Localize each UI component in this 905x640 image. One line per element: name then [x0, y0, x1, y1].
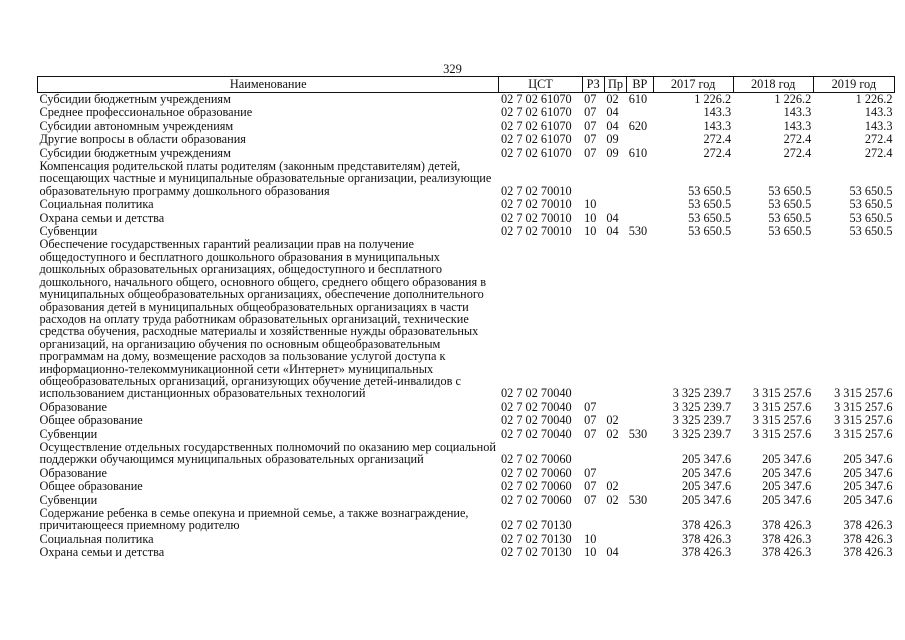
cell-cst: 02 7 02 70130 — [500, 545, 572, 560]
table-row — [38, 533, 895, 546]
cell-vr — [627, 238, 653, 400]
cell-name: Субвенции — [39, 224, 98, 239]
cell-y2019: 3 315 257.6 — [834, 399, 893, 414]
cell-name: Субсидии автономным учреждениям — [39, 118, 234, 133]
cell-pr — [604, 198, 626, 211]
cell-y2019: 53 650.5 — [849, 224, 893, 239]
cell-rz: 07 — [584, 118, 597, 133]
header-vr: ВР — [627, 77, 653, 93]
cell-y2018: 205 347.6 — [762, 479, 812, 494]
cell-name: Социальная политика — [39, 531, 154, 546]
cell-cst: 02 7 02 61070 — [500, 132, 572, 147]
cell-y2017: 53 650.5 — [688, 210, 732, 225]
cell-name: Образование — [39, 465, 107, 480]
cell-y2018: 205 347.6 — [762, 465, 812, 480]
cell-vr — [627, 467, 653, 480]
cell-name: Субвенции — [39, 426, 98, 441]
table-row — [38, 441, 895, 467]
cell-rz: 07 — [584, 413, 597, 428]
table-row — [38, 93, 895, 107]
cell-pr — [604, 467, 626, 480]
cell-cst: 02 7 02 70130 — [500, 518, 572, 533]
table-row — [38, 106, 895, 119]
table-row — [38, 238, 895, 400]
header-name: Наименование — [38, 77, 499, 93]
cell-y2018: 272.4 — [783, 145, 812, 160]
header-cst: ЦСТ — [499, 77, 582, 93]
cell-y2019: 378 426.3 — [843, 518, 893, 533]
cell-y2017: 205 347.6 — [681, 479, 732, 494]
cell-vr — [627, 133, 653, 146]
cell-vr: 530 — [628, 224, 648, 239]
cell-y2019: 3 315 257.6 — [834, 426, 893, 441]
cell-cst: 02 7 02 61070 — [500, 118, 572, 133]
cell-rz: 07 — [584, 132, 597, 147]
cell-pr: 02 — [606, 413, 619, 428]
cell-y2018: 205 347.6 — [762, 452, 812, 467]
cell-cst: 02 7 02 70010 — [500, 183, 572, 198]
cell-cst: 02 7 02 70060 — [500, 452, 572, 467]
cell-y2017: 272.4 — [703, 145, 732, 160]
header-2019: 2019 год — [813, 77, 894, 93]
cell-pr: 02 — [606, 492, 619, 507]
table-body — [38, 93, 895, 560]
cell-name: Субвенции — [39, 492, 98, 507]
cell-rz — [582, 441, 604, 467]
cell-y2018: 272.4 — [783, 132, 812, 147]
table-row — [38, 147, 895, 160]
cell-pr: 04 — [606, 545, 619, 560]
cell-y2019: 143.3 — [864, 105, 893, 120]
cell-y2017: 53 650.5 — [688, 197, 732, 212]
cell-vr: 610 — [628, 145, 648, 160]
cell-vr: 610 — [628, 92, 648, 106]
cell-y2019: 205 347.6 — [843, 479, 893, 494]
cell-vr — [627, 441, 653, 467]
cell-y2017: 272.4 — [703, 132, 732, 147]
header-2018: 2018 год — [733, 77, 813, 93]
cell-name: Субсидии бюджетным учреждениям — [39, 145, 231, 160]
cell-y2019: 378 426.3 — [843, 531, 893, 546]
cell-pr: 02 — [606, 479, 619, 494]
cell-y2017: 143.3 — [703, 105, 732, 120]
cell-y2017: 378 426.3 — [681, 545, 732, 560]
table-row — [38, 414, 895, 427]
cell-y2017: 3 325 239.7 — [672, 386, 732, 401]
cell-rz: 07 — [584, 492, 597, 507]
cell-name: Содержание ребенка в семье опекуна и приемной семье, а также вознаграждение, причитающееся приемному родителю — [39, 506, 469, 533]
cell-rz: 10 — [584, 545, 597, 560]
cell-y2017: 205 347.6 — [681, 452, 732, 467]
cell-y2019: 143.3 — [864, 118, 893, 133]
cell-cst: 02 7 02 70010 — [500, 197, 572, 212]
cell-y2018: 378 426.3 — [762, 518, 812, 533]
table-row — [38, 546, 895, 559]
cell-rz: 07 — [584, 465, 597, 480]
cell-name: Образование — [39, 399, 107, 414]
cell-name: Общее образование — [39, 479, 143, 494]
cell-y2018: 378 426.3 — [762, 531, 812, 546]
cell-y2017: 3 325 239.7 — [672, 426, 732, 441]
table-row — [38, 467, 895, 480]
table-row — [38, 225, 895, 238]
cell-rz — [582, 238, 604, 400]
cell-y2019: 3 315 257.6 — [834, 413, 893, 428]
cell-name: Компенсация родительской платы родителям (законным представителям) детей, посещающих частные и муниципальные образовательные организации, реализующие образовательную программу дошкольного образования — [39, 159, 492, 198]
cell-vr — [627, 198, 653, 211]
cell-y2018: 53 650.5 — [768, 197, 812, 212]
table-header-row — [38, 77, 895, 93]
header-pr: Пр — [604, 77, 626, 93]
cell-rz — [582, 507, 604, 533]
cell-y2019: 272.4 — [864, 145, 893, 160]
cell-name: Охрана семьи и детства — [39, 545, 165, 560]
cell-cst: 02 7 02 70060 — [500, 492, 572, 507]
cell-y2017: 53 650.5 — [688, 183, 732, 198]
cell-vr — [627, 507, 653, 533]
cell-y2018: 143.3 — [783, 118, 812, 133]
cell-pr: 04 — [606, 105, 619, 120]
cell-name: Субсидии бюджетным учреждениям — [39, 92, 231, 106]
cell-name: Общее образование — [39, 413, 143, 428]
cell-y2017: 143.3 — [703, 118, 732, 133]
cell-rz — [582, 160, 604, 198]
cell-y2019: 53 650.5 — [849, 197, 893, 212]
cell-pr: 04 — [606, 118, 619, 133]
cell-vr — [627, 546, 653, 559]
table-row — [38, 480, 895, 493]
cell-y2017: 378 426.3 — [681, 531, 732, 546]
table-row — [38, 401, 895, 414]
cell-name: Обеспечение государственных гарантий реализации прав на получение общедоступного и бесплатного дошкольного образования в муниципальных дошкольных образовательных организациях, общедоступного и бесплатного дошкольного, начального общего, основного общего, среднего общего образования в муниципальных общеобразовательных организациях, обеспечение дополнительного образования детей в муниципальных общеобразовательных организациях в части расходов на оплату труда работникам образовательных организаций, технические средства обучения, расходные материалы и хозяйственные нужды образовательных организаций, на организацию обучения по основным общеобразовательным программам на дому, возмещение расходов за пользование услугой доступа к информационно-телекоммуникационной сети «Интернет» муниципальных общеобразовательных организаций, организующих обучение детей-инвалидов с использованием дистанционных образовательных технологий — [39, 237, 487, 401]
cell-vr: 530 — [628, 492, 648, 507]
cell-y2018: 53 650.5 — [768, 224, 812, 239]
cell-vr — [627, 106, 653, 119]
cell-rz: 10 — [584, 224, 597, 239]
cell-rz: 07 — [584, 426, 597, 441]
cell-y2018: 143.3 — [783, 105, 812, 120]
cell-y2018: 3 315 257.6 — [752, 386, 812, 401]
cell-cst: 02 7 02 70040 — [500, 426, 572, 441]
cell-rz: 10 — [584, 197, 597, 212]
cell-pr — [604, 160, 626, 198]
header-2017: 2017 год — [653, 77, 733, 93]
cell-pr — [604, 533, 626, 546]
table-row — [38, 133, 895, 146]
table-row — [38, 198, 895, 211]
cell-y2018: 378 426.3 — [762, 545, 812, 560]
cell-vr — [627, 533, 653, 546]
table-row — [38, 212, 895, 225]
cell-y2018: 3 315 257.6 — [752, 426, 812, 441]
cell-y2019: 205 347.6 — [843, 465, 893, 480]
cell-y2019: 53 650.5 — [849, 210, 893, 225]
cell-vr — [627, 160, 653, 198]
cell-rz: 07 — [584, 145, 597, 160]
cell-cst: 02 7 02 70010 — [500, 224, 572, 239]
cell-pr: 02 — [606, 92, 619, 106]
cell-cst: 02 7 02 70130 — [500, 531, 572, 546]
cell-y2019: 272.4 — [864, 132, 893, 147]
budget-table — [37, 76, 895, 560]
cell-cst: 02 7 02 70060 — [500, 479, 572, 494]
cell-rz: 10 — [584, 531, 597, 546]
cell-y2017: 3 325 239.7 — [672, 399, 732, 414]
cell-y2019: 1 226.2 — [855, 92, 893, 106]
page-number: 329 — [443, 62, 462, 76]
cell-y2017: 378 426.3 — [681, 518, 732, 533]
cell-y2018: 53 650.5 — [768, 183, 812, 198]
cell-pr: 09 — [606, 145, 619, 160]
cell-cst: 02 7 02 61070 — [500, 92, 572, 106]
cell-y2019: 205 347.6 — [843, 492, 893, 507]
cell-cst: 02 7 02 70040 — [500, 399, 572, 414]
cell-pr — [604, 401, 626, 414]
cell-vr — [627, 401, 653, 414]
cell-cst: 02 7 02 70040 — [500, 386, 572, 401]
cell-y2018: 53 650.5 — [768, 210, 812, 225]
cell-name: Социальная политика — [39, 197, 154, 212]
cell-pr: 02 — [606, 426, 619, 441]
cell-y2017: 3 325 239.7 — [672, 413, 732, 428]
cell-vr — [627, 212, 653, 225]
cell-rz: 07 — [584, 479, 597, 494]
table-row — [38, 494, 895, 507]
cell-y2019: 378 426.3 — [843, 545, 893, 560]
cell-vr — [627, 480, 653, 493]
cell-y2017: 1 226.2 — [694, 92, 732, 106]
cell-vr — [627, 414, 653, 427]
cell-name: Среднее профессиональное образование — [39, 105, 253, 120]
header-rz: РЗ — [582, 77, 604, 93]
cell-y2018: 3 315 257.6 — [752, 399, 812, 414]
table-row — [38, 428, 895, 441]
cell-pr — [604, 238, 626, 400]
cell-y2018: 3 315 257.6 — [752, 413, 812, 428]
cell-y2018: 205 347.6 — [762, 492, 812, 507]
table-row — [38, 120, 895, 133]
cell-pr: 04 — [606, 210, 619, 225]
cell-cst: 02 7 02 70040 — [500, 413, 572, 428]
cell-pr: 09 — [606, 132, 619, 147]
cell-rz: 07 — [584, 399, 597, 414]
cell-cst: 02 7 02 70010 — [500, 210, 572, 225]
cell-pr — [604, 507, 626, 533]
cell-pr: 04 — [606, 224, 619, 239]
cell-vr: 530 — [628, 426, 648, 441]
cell-y2018: 1 226.2 — [774, 92, 812, 106]
table-row — [38, 507, 895, 533]
cell-y2019: 53 650.5 — [849, 183, 893, 198]
table-row — [38, 160, 895, 198]
cell-name: Осуществление отдельных государственных полномочий по оказанию мер социальной поддержки обучающимся муниципальных образовательных организаций — [39, 439, 496, 467]
cell-name: Другие вопросы в области образования — [39, 132, 246, 147]
cell-y2019: 3 315 257.6 — [834, 386, 893, 401]
cell-cst: 02 7 02 70060 — [500, 465, 572, 480]
cell-y2017: 53 650.5 — [688, 224, 732, 239]
cell-cst: 02 7 02 61070 — [500, 145, 572, 160]
cell-rz: 10 — [584, 210, 597, 225]
cell-y2017: 205 347.6 — [681, 492, 732, 507]
cell-name: Охрана семьи и детства — [39, 210, 165, 225]
cell-rz: 07 — [584, 92, 597, 106]
cell-rz: 07 — [584, 105, 597, 120]
cell-y2019: 205 347.6 — [843, 452, 893, 467]
cell-vr: 620 — [628, 118, 648, 133]
cell-y2017: 205 347.6 — [681, 465, 732, 480]
cell-pr — [604, 441, 626, 467]
cell-cst: 02 7 02 61070 — [500, 105, 572, 120]
